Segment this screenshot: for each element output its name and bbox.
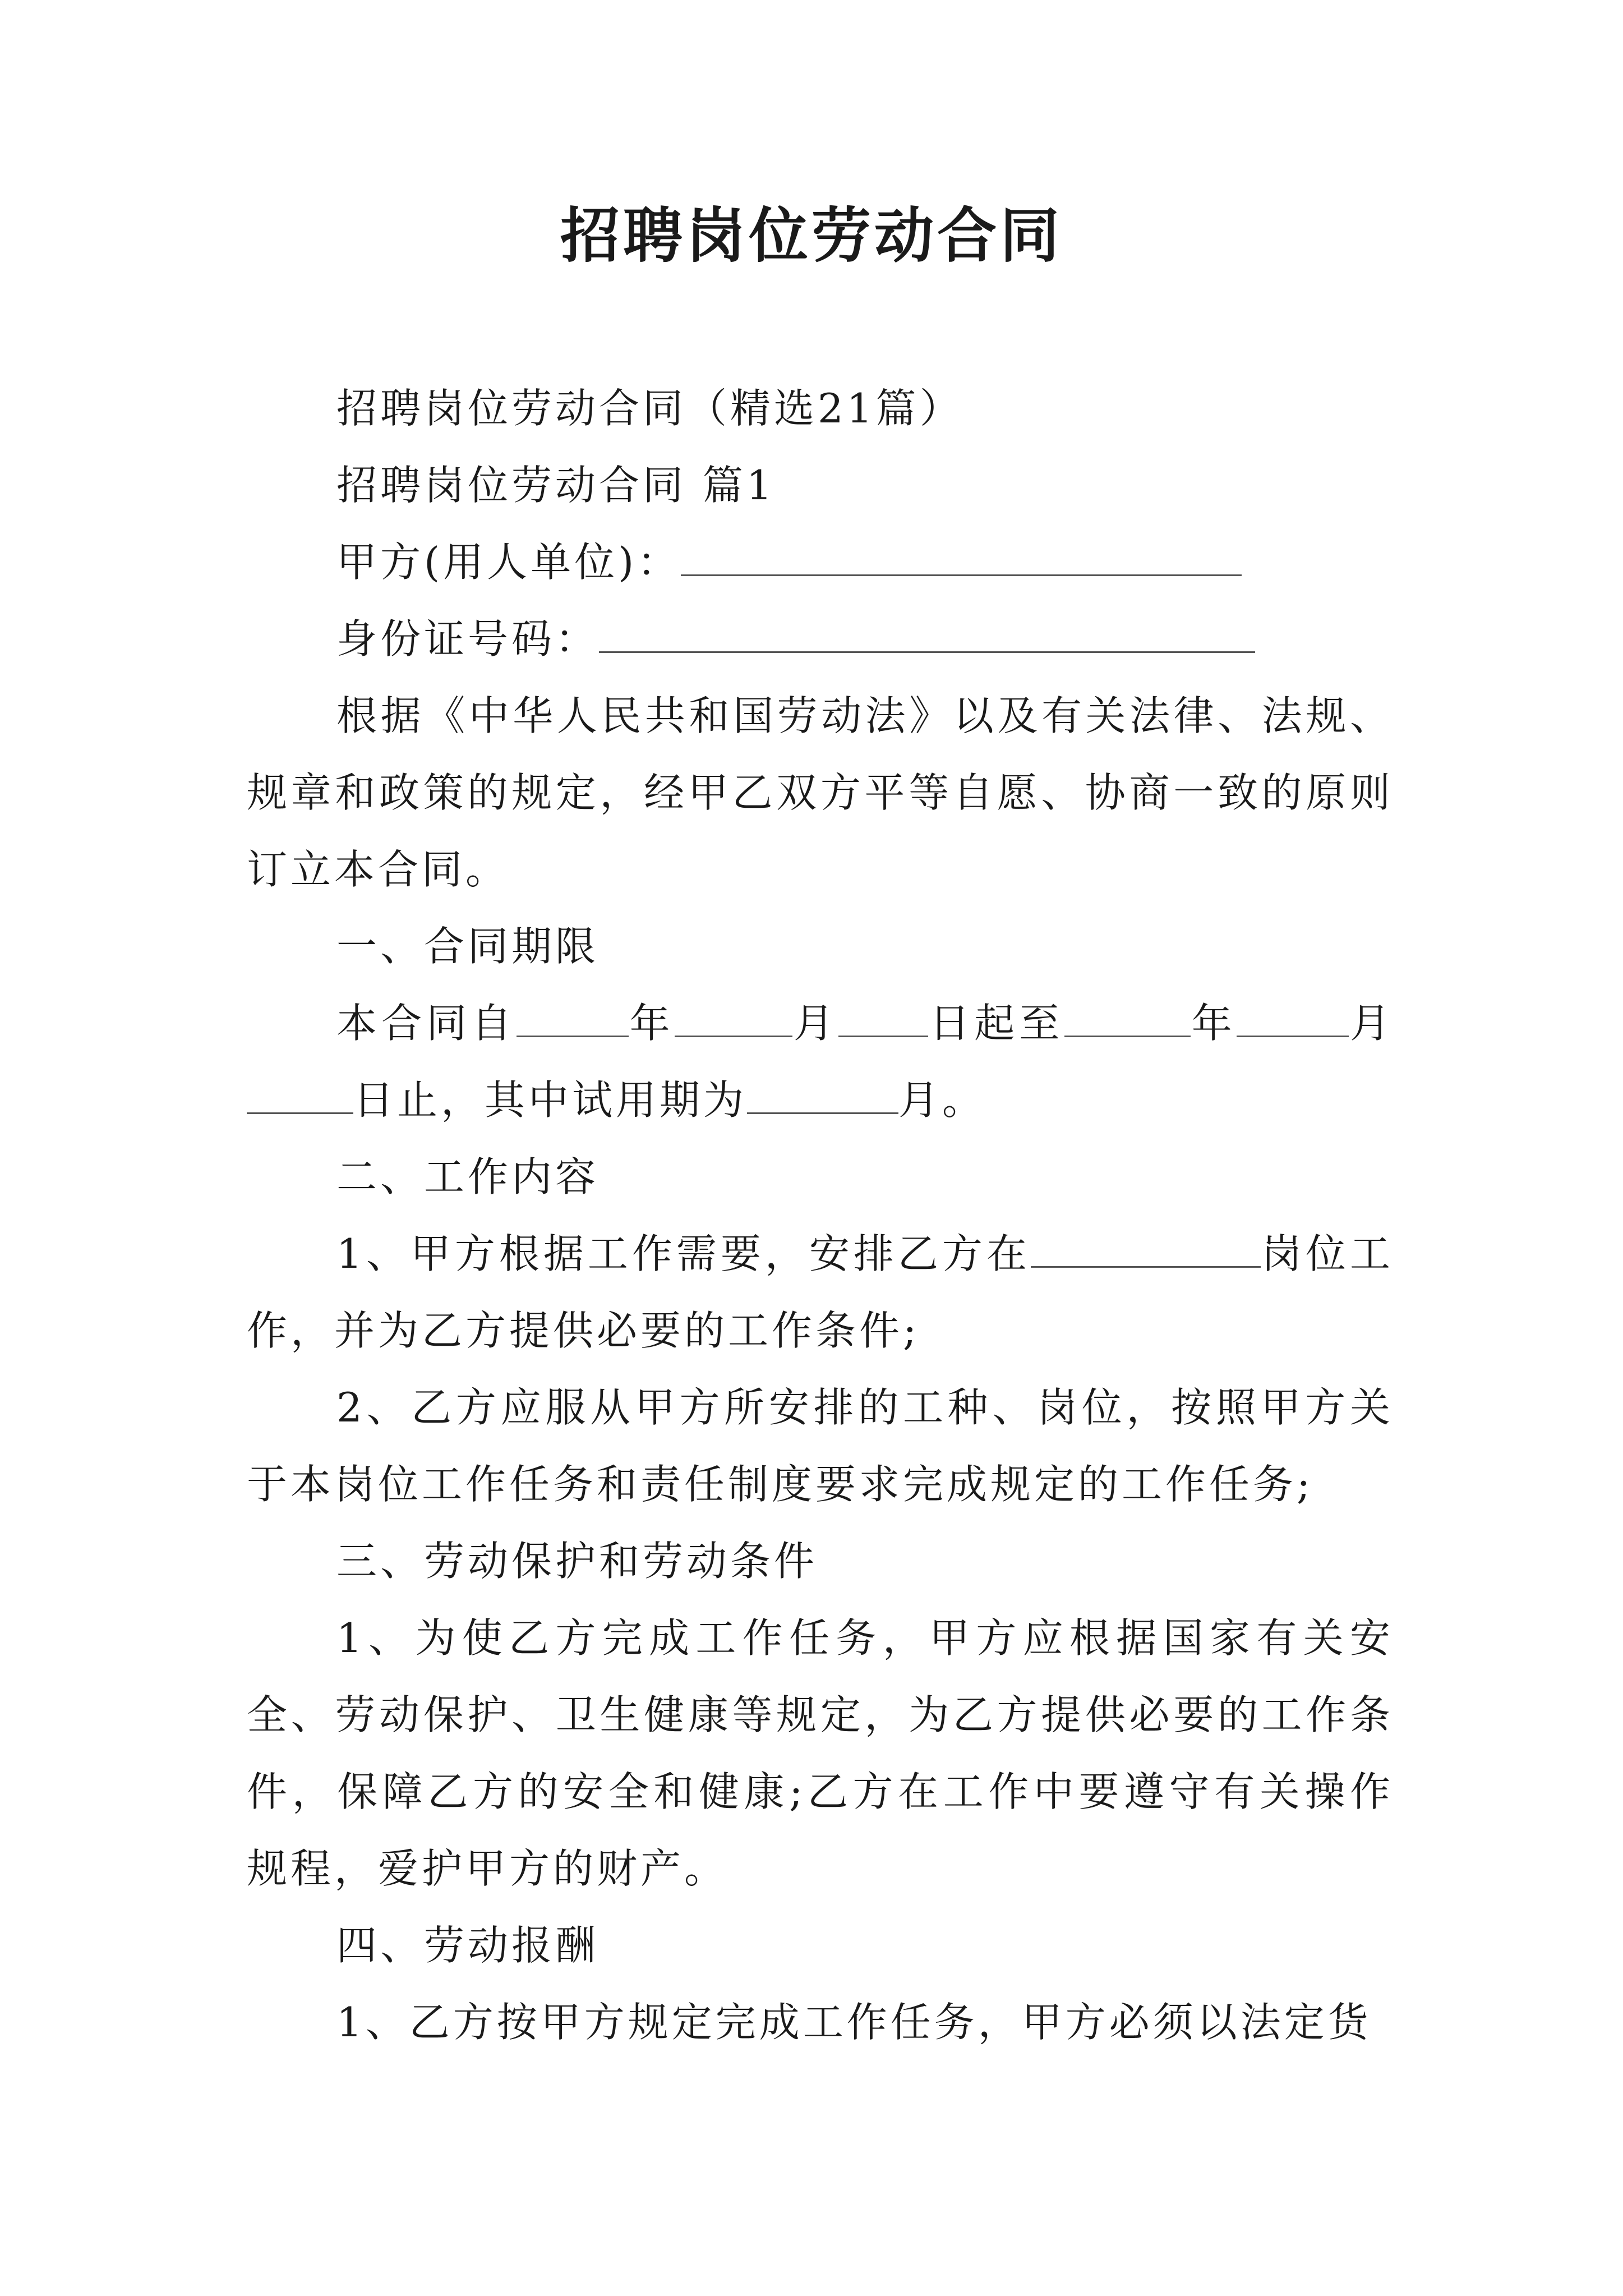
party-a-blank [681, 540, 1242, 576]
remuneration-item-1: 1、乙方按甲方规定完成工作任务，甲方必须以法定货 [336, 1999, 1372, 2046]
start-month-blank [675, 1001, 792, 1037]
work-item-1-text-a: 1、甲方根据工作需要，安排乙方在 [336, 1230, 1031, 1277]
term-text-a: 本合同自 [336, 1000, 517, 1047]
heading-contract-term: 一、合同期限 [336, 923, 600, 970]
end-month-blank [1237, 1001, 1349, 1037]
section-heading-part1: 招聘岗位劳动合同 篇1 [336, 462, 776, 509]
id-number-line [247, 601, 1394, 678]
term-text-c: 月 [792, 1000, 839, 1047]
work-content-item-1 [247, 1216, 1394, 1369]
preamble-paragraph: 根据《中华人民共和国劳动法》以及有关法律、法规、规章和政策的规定，经甲乙双方平等自愿、协商一致的原则订立本合同。 [247, 692, 1394, 893]
subtitle-paragraph: 招聘岗位劳动合同（精选21篇） [336, 385, 963, 432]
heading-work-content: 二、工作内容 [336, 1153, 600, 1200]
party-a-line [247, 524, 1394, 601]
labor-protection-item-1: 1、为使乙方完成工作任务，甲方应根据国家有关安全、劳动保护、卫生健康等规定，为乙方提供必要的工作条件，保障乙方的安全和健康;乙方在工作中要遵守有关操作规程，爱护甲方的财产。 [247, 1614, 1394, 1892]
term-text-e: 年 [1190, 1000, 1237, 1047]
id-number-blank [599, 616, 1255, 653]
term-text-d: 日起至 [928, 1000, 1064, 1047]
position-blank [1031, 1231, 1261, 1268]
document-title: 招聘岗位劳动合同 [560, 200, 1063, 270]
start-day-blank [838, 1001, 928, 1037]
contract-term-paragraph [247, 985, 1394, 1139]
term-text-g: 日止，其中试用期为 [353, 1076, 748, 1124]
work-content-item-2: 2、乙方应服从甲方所安排的工种、岗位，按照甲方关于本岗位工作任务和责任制度要求完成规定的工作任务; [247, 1384, 1394, 1508]
heading-labor-protection: 三、劳动保护和劳动条件 [336, 1538, 818, 1585]
id-number-label: 身份证号码： [336, 615, 600, 662]
term-text-f: 月 [1348, 1000, 1394, 1047]
document-body [247, 370, 1394, 2061]
heading-remuneration: 四、劳动报酬 [336, 1922, 600, 1969]
term-text-h: 月。 [898, 1076, 986, 1124]
end-day-blank [247, 1078, 353, 1114]
probation-blank [747, 1078, 898, 1114]
party-a-label: 甲方(用人单位)： [336, 539, 681, 586]
term-text-b: 年 [628, 1000, 675, 1047]
work-item-1-text-b: 岗位工作，并为乙方提供必要的工作条件; [247, 1230, 1394, 1354]
start-year-blank [517, 1001, 629, 1037]
end-year-blank [1064, 1001, 1191, 1037]
